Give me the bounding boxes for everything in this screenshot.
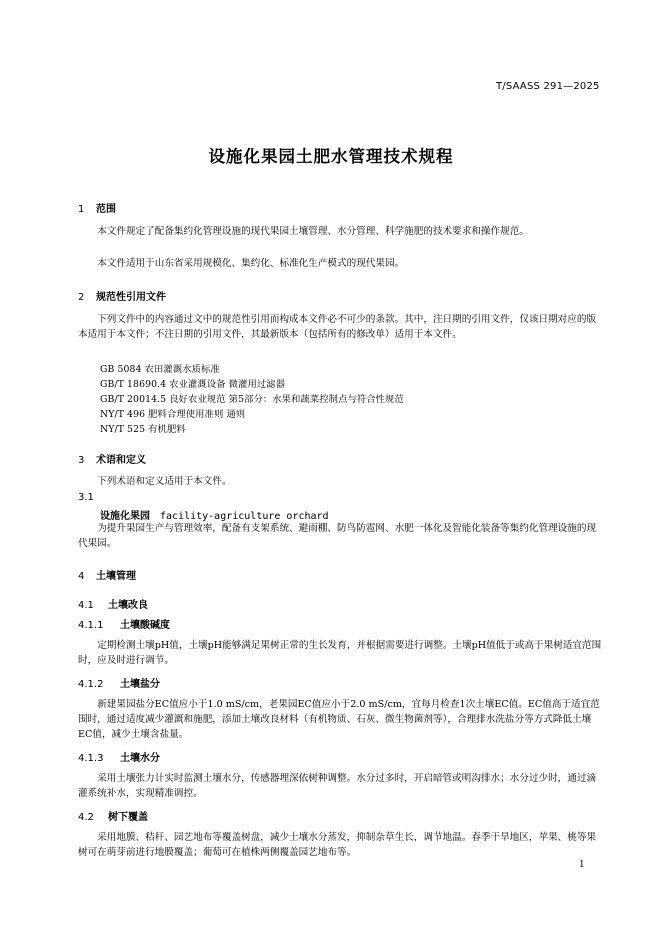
section-4-1-heading (78, 596, 148, 611)
term-number: 3.1 (78, 492, 94, 503)
section-4-1-3-paragraph: 采用土壤张力计实时监测土壤水分，传感器埋深依树种调整。水分过多时，开启暗管或明沟排水；水分过少时，通过滴灌系统补水，实现精准调控。 (78, 773, 597, 799)
term-english: facility-agriculture orchard (160, 511, 329, 522)
section-title: 范围 (96, 204, 116, 215)
section-3-heading (78, 451, 146, 466)
section-number: 3 (78, 455, 85, 466)
section-number: 4.1.2 (78, 679, 104, 690)
section-title: 规范性引用文件 (96, 292, 166, 303)
section-number: 4.1 (78, 600, 94, 611)
section-number: 4.1.3 (78, 753, 104, 764)
section-4-2-paragraph: 采用地膜、秸秆、园艺地布等覆盖树盘，减少土壤水分蒸发，抑制杂草生长，调节地温。春季干旱地区，苹果、桃等果树可在萌芽前进行地膜覆盖；葡萄可在植株两侧覆盖园艺地布等。 (78, 832, 597, 858)
section-1-heading (78, 200, 116, 215)
section-4-1-3-heading (78, 749, 160, 764)
section-number: 2 (78, 292, 85, 303)
section-number: 4.1.1 (78, 620, 104, 631)
term-chinese: 设施化果园 (100, 511, 150, 522)
term-entry (100, 507, 329, 522)
section-4-1-2-paragraph: 新建果园盐分EC值应小于1.0 mS/cm，老果园EC值应小于2.0 mS/cm，宜每月检查1次土壤EC值。EC值高于适宜范围时，通过适度减少灌溉和施肥，添加土壤改良材料（有机物质、石灰、微生物菌剂等），合理排水洗盐分等方式降低土壤EC值，减少土壤含盐量。 (78, 699, 600, 740)
section-number: 1 (78, 204, 85, 215)
section-4-heading (78, 567, 136, 582)
section-title: 土壤管理 (96, 571, 136, 582)
term-definition: 为提升果园生产与管理效率，配备有支架系统、避雨棚、防鸟防雹网、水肥一体化及智能化装备等集约化管理设施的现代果园。 (78, 523, 597, 549)
section-title: 树下覆盖 (108, 812, 148, 823)
reference-item: GB/T 18690.4 农业灌溉设备 微灌用过滤器 (100, 379, 286, 390)
section-4-1-1-paragraph: 定期检测土壤pH值，土壤pH能够满足果树正常的生长发育，并根据需要进行调整。土壤pH值低于或高于果树适宜范围时，应及时进行调节。 (78, 640, 602, 666)
section-number: 4.2 (78, 812, 94, 823)
reference-item: GB/T 20014.5 良好农业规范 第5部分：水果和蔬菜控制点与符合性规范 (100, 394, 404, 405)
section-4-1-1-heading (78, 616, 170, 631)
section-3-paragraph: 下列术语和定义适用于本文件。 (97, 476, 232, 487)
section-4-1-2-heading (78, 675, 160, 690)
section-2-heading (78, 288, 166, 303)
page-number: 1 (579, 860, 585, 870)
section-4-2-heading (78, 808, 148, 823)
reference-item: NY/T 496 肥料合理使用准则 通则 (100, 409, 246, 420)
section-title: 土壤改良 (108, 600, 148, 611)
section-title: 土壤水分 (120, 753, 160, 764)
reference-item: GB 5084 农田灌溉水质标准 (100, 364, 220, 375)
section-title: 土壤酸碱度 (120, 620, 170, 631)
document-title: 设施化果园土肥水管理技术规程 (208, 147, 454, 166)
section-title: 土壤盐分 (120, 679, 160, 690)
reference-item: NY/T 525 有机肥料 (100, 424, 186, 435)
section-1-paragraph-2: 本文件适用于山东省采用规模化、集约化、标准化生产模式的现代果园。 (97, 258, 405, 269)
section-2-paragraph: 下列文件中的内容通过文中的规范性引用而构成本文件必不可少的条款。其中，注日期的引用文件，仅该日期对应的版本适用于本文件；不注日期的引用文件，其最新版本（包括所有的修改单）适用于本文件。 (78, 314, 597, 340)
standard-code: T/SAASS 291—2025 (496, 81, 600, 92)
section-title: 术语和定义 (96, 455, 146, 466)
section-1-paragraph-1: 本文件规定了配备集约化管理设施的现代果园土壤管理、水分管理、科学施肥的技术要求和操作规范。 (97, 226, 529, 237)
section-number: 4 (78, 571, 85, 582)
